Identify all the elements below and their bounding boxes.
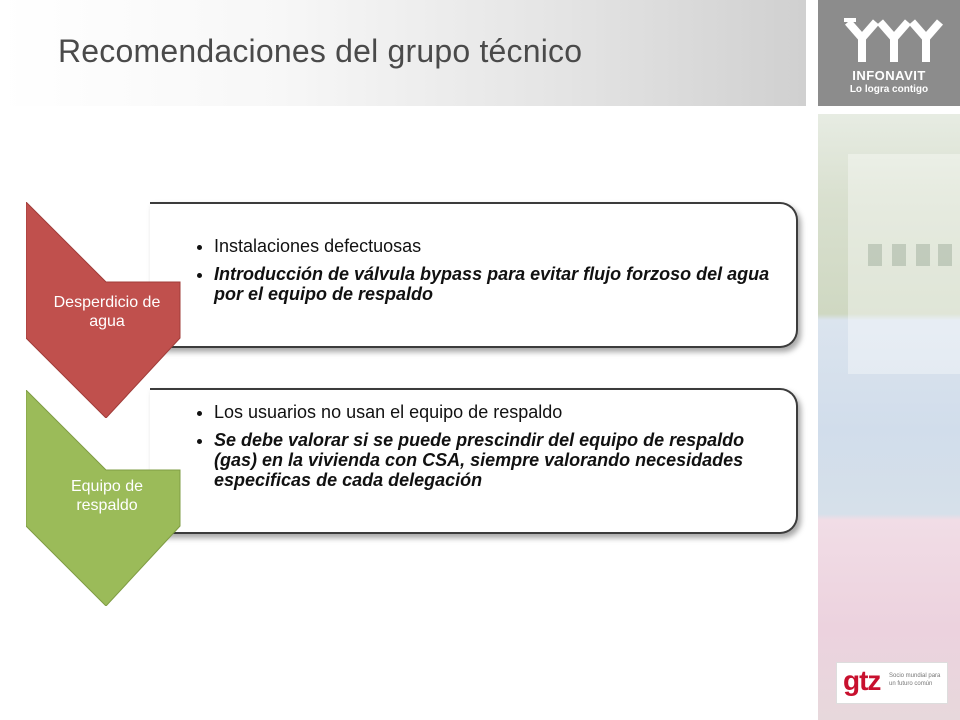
bullet-list	[150, 204, 796, 304]
section-label-desperdicio: Desperdicio de agua	[53, 294, 161, 330]
bullet-item: • Se debe valorar si se puede prescindir del equipo de respaldo (gas) en la vivienda con CSA, siempre valorando necesidades especificas de cada delegación	[214, 430, 784, 490]
logo-tagline: Lo logra contigo	[849, 84, 929, 95]
house-window	[892, 244, 906, 266]
slide-title: Recomendaciones del grupo técnico	[58, 33, 583, 69]
section-content-equipo	[150, 388, 798, 534]
bullet-list	[150, 390, 796, 490]
infonavit-logo	[818, 0, 960, 106]
infonavit-logo-icon	[818, 0, 960, 68]
gtz-logo-tagline: Socio mundial para un futuro común	[889, 673, 941, 687]
house-facade	[848, 154, 960, 374]
gtz-logo-word: gtz	[843, 665, 881, 696]
house-window	[938, 244, 952, 266]
section-label-equipo: Equipo de respaldo	[70, 478, 144, 514]
house-window	[868, 244, 882, 266]
logo-brand: INFONAVIT	[852, 68, 926, 83]
bullet-item: • Instalaciones defectuosas	[214, 236, 784, 256]
section-content-desperdicio	[150, 202, 798, 348]
decorative-house-photo	[818, 114, 960, 720]
gtz-logo	[836, 662, 948, 704]
house-window	[916, 244, 930, 266]
bullet-item: • Introducción de válvula bypass para evitar flujo forzoso del agua por el equipo de respaldo	[214, 264, 784, 304]
bullet-item: • Los usuarios no usan el equipo de respaldo	[214, 402, 784, 422]
